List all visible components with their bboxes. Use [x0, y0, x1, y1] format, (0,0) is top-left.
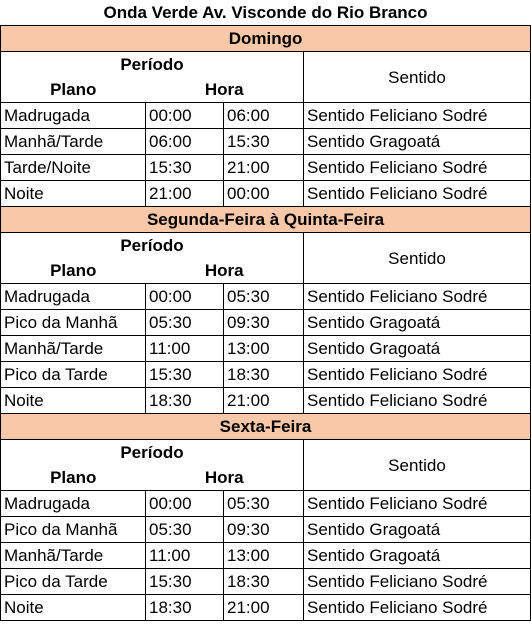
plano-cell: Manhã/Tarde: [1, 129, 146, 155]
sentido-cell: Sentido Feliciano Sodré: [304, 103, 531, 129]
hora-fim-cell: 00:00: [224, 181, 304, 207]
hora-fim-cell: 09:30: [224, 517, 304, 543]
sentido-cell: Sentido Feliciano Sodré: [304, 595, 531, 621]
plano-cell: Noite: [1, 181, 146, 207]
hora-inicio-cell: 21:00: [146, 181, 224, 207]
sentido-cell: Sentido Gragoatá: [304, 310, 531, 336]
sentido-header: Sentido: [304, 52, 531, 103]
hora-inicio-cell: 05:30: [146, 310, 224, 336]
hora-fim-cell: 18:30: [224, 569, 304, 595]
table-row: [1, 103, 531, 129]
periodo-header: Período: [1, 233, 304, 259]
plano-header: Plano: [1, 465, 146, 491]
section-header-row: [1, 207, 531, 233]
plano-cell: Manhã/Tarde: [1, 543, 146, 569]
sentido-cell: Sentido Feliciano Sodré: [304, 284, 531, 310]
plano-header: Plano: [1, 258, 146, 284]
hora-inicio-cell: 06:00: [146, 129, 224, 155]
hora-inicio-cell: 18:30: [146, 595, 224, 621]
sentido-cell: Sentido Gragoatá: [304, 517, 531, 543]
section-title: Segunda-Feira à Quinta-Feira: [1, 207, 531, 233]
table-row: [1, 543, 531, 569]
period-header-row: [1, 233, 531, 259]
hora-inicio-cell: 18:30: [146, 388, 224, 414]
sentido-cell: Sentido Feliciano Sodré: [304, 181, 531, 207]
table-row: [1, 362, 531, 388]
plano-cell: Manhã/Tarde: [1, 336, 146, 362]
hora-inicio-cell: 15:30: [146, 569, 224, 595]
hora-inicio-cell: 00:00: [146, 284, 224, 310]
hora-header: Hora: [146, 77, 304, 103]
hora-inicio-cell: 11:00: [146, 543, 224, 569]
hora-fim-cell: 13:00: [224, 336, 304, 362]
hora-inicio-cell: 00:00: [146, 103, 224, 129]
hora-fim-cell: 05:30: [224, 284, 304, 310]
hora-inicio-cell: 15:30: [146, 155, 224, 181]
hora-fim-cell: 13:00: [224, 543, 304, 569]
sentido-cell: Sentido Feliciano Sodré: [304, 491, 531, 517]
hora-fim-cell: 05:30: [224, 491, 304, 517]
table-row: [1, 129, 531, 155]
section-title: Domingo: [1, 26, 531, 52]
hora-fim-cell: 21:00: [224, 595, 304, 621]
plano-cell: Tarde/Noite: [1, 155, 146, 181]
sentido-cell: Sentido Gragoatá: [304, 336, 531, 362]
table-row: [1, 181, 531, 207]
hora-inicio-cell: 11:00: [146, 336, 224, 362]
sentido-cell: Sentido Feliciano Sodré: [304, 569, 531, 595]
plano-cell: Pico da Tarde: [1, 362, 146, 388]
section-header-row: [1, 414, 531, 440]
hora-fim-cell: 06:00: [224, 103, 304, 129]
table-row: [1, 284, 531, 310]
plano-cell: Pico da Manhã: [1, 310, 146, 336]
hora-inicio-cell: 00:00: [146, 491, 224, 517]
hora-inicio-cell: 15:30: [146, 362, 224, 388]
table-row: [1, 155, 531, 181]
period-header-row: [1, 440, 531, 466]
plano-header: Plano: [1, 77, 146, 103]
plano-cell: Noite: [1, 595, 146, 621]
hora-header: Hora: [146, 258, 304, 284]
title-row: [1, 0, 531, 26]
hora-inicio-cell: 05:30: [146, 517, 224, 543]
plano-cell: Madrugada: [1, 491, 146, 517]
sentido-cell: Sentido Gragoatá: [304, 543, 531, 569]
table-row: [1, 517, 531, 543]
table-row: [1, 491, 531, 517]
hora-header: Hora: [146, 465, 304, 491]
period-header-row: [1, 52, 531, 78]
periodo-header: Período: [1, 440, 304, 466]
table-row: [1, 310, 531, 336]
section-header-row: [1, 26, 531, 52]
hora-fim-cell: 18:30: [224, 362, 304, 388]
plano-cell: Madrugada: [1, 284, 146, 310]
hora-fim-cell: 15:30: [224, 129, 304, 155]
hora-fim-cell: 09:30: [224, 310, 304, 336]
section-title: Sexta-Feira: [1, 414, 531, 440]
sentido-cell: Sentido Feliciano Sodré: [304, 155, 531, 181]
table-row: [1, 595, 531, 621]
periodo-header: Período: [1, 52, 304, 78]
plano-cell: Noite: [1, 388, 146, 414]
sentido-header: Sentido: [304, 440, 531, 491]
plano-cell: Pico da Tarde: [1, 569, 146, 595]
plano-cell: Madrugada: [1, 103, 146, 129]
sentido-cell: Sentido Gragoatá: [304, 129, 531, 155]
hora-fim-cell: 21:00: [224, 155, 304, 181]
plano-cell: Pico da Manhã: [1, 517, 146, 543]
sentido-cell: Sentido Feliciano Sodré: [304, 388, 531, 414]
hora-fim-cell: 21:00: [224, 388, 304, 414]
table-title: Onda Verde Av. Visconde do Rio Branco: [1, 0, 531, 26]
table-row: [1, 336, 531, 362]
table-row: [1, 569, 531, 595]
table-row: [1, 388, 531, 414]
sentido-header: Sentido: [304, 233, 531, 284]
sentido-cell: Sentido Feliciano Sodré: [304, 362, 531, 388]
